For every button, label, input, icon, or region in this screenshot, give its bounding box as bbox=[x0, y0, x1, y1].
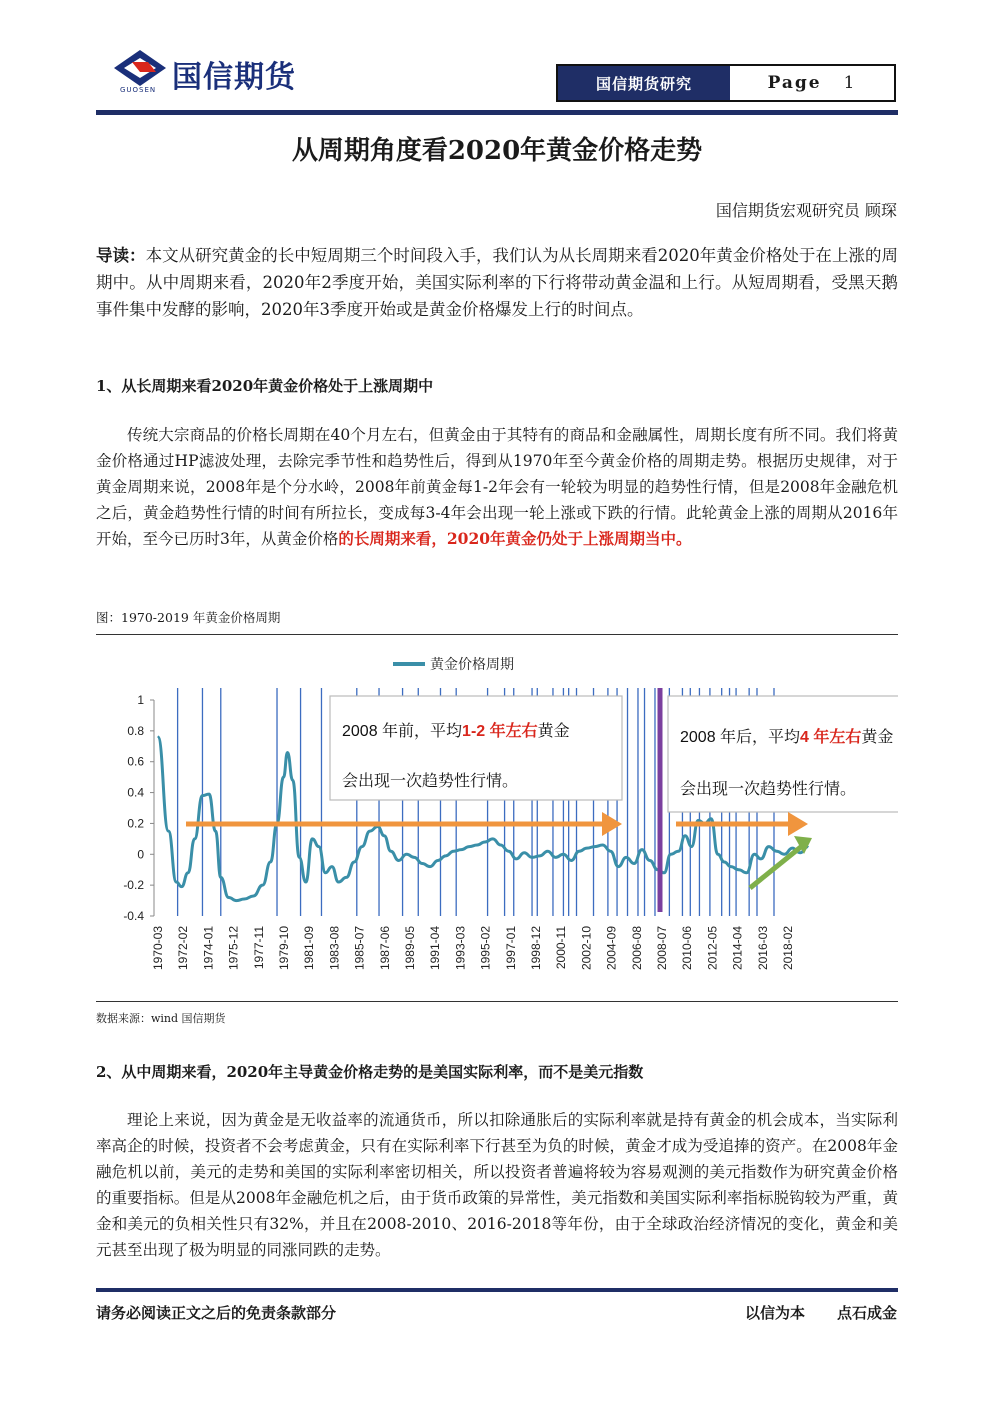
series-point bbox=[555, 857, 557, 859]
series-point bbox=[610, 850, 612, 852]
series-point bbox=[539, 855, 541, 857]
x-tick-label: 1993-03 bbox=[453, 926, 468, 971]
x-tick-label: 1977-11 bbox=[251, 926, 266, 970]
y-tick-label: 0 bbox=[137, 847, 144, 862]
series-point bbox=[484, 841, 486, 843]
series-point bbox=[738, 869, 740, 871]
annotation-after-line2: 会出现一次趋势性行情。 bbox=[680, 781, 857, 798]
series-point bbox=[437, 860, 439, 862]
series-point bbox=[244, 898, 246, 900]
annotation-before-line2: 会出现一次趋势性行情。 bbox=[342, 773, 519, 790]
series-point bbox=[331, 866, 333, 868]
series-point bbox=[717, 853, 719, 855]
x-tick-label: 2018-02 bbox=[781, 926, 795, 971]
footer-rule bbox=[96, 1288, 898, 1292]
series-point bbox=[220, 877, 222, 879]
legend-label: 黄金价格周期 bbox=[430, 656, 514, 672]
series-point bbox=[602, 844, 604, 846]
series-point bbox=[461, 849, 463, 851]
y-tick-label: -0.4 bbox=[123, 909, 144, 923]
series-point bbox=[633, 863, 635, 865]
series-point bbox=[500, 844, 502, 846]
section1-highlight: 的长周期来看，2020年黄金仍处于上涨周期当中。 bbox=[338, 529, 692, 548]
x-tick-label: 1975-12 bbox=[226, 926, 241, 971]
figure-top-rule bbox=[96, 634, 898, 635]
annotation-before-line1: 2008 年前，平均1-2 年左右黄金 bbox=[342, 723, 570, 740]
series-point bbox=[730, 866, 732, 868]
series-point bbox=[398, 860, 400, 862]
series-point bbox=[754, 853, 756, 855]
x-tick-label: 1983-08 bbox=[327, 926, 342, 971]
series-point bbox=[663, 872, 665, 874]
series-point bbox=[157, 736, 159, 738]
series-point bbox=[586, 847, 588, 849]
figure-source: 数据来源：wind 国信期货 bbox=[96, 1012, 226, 1025]
series-point bbox=[547, 850, 549, 852]
x-tick-label: 1985-07 bbox=[352, 926, 367, 971]
figure-bottom-rule bbox=[96, 1001, 898, 1002]
series-point bbox=[353, 861, 355, 863]
section1-body bbox=[96, 422, 898, 552]
section2-body: 理论上来说，因为黄金是无收益率的流通货币，所以扣除通胀后的实际利率就是持有黄金的机会成本，当实际利率高企的时候，投资者不会考虑黄金，只有在实际利率下行甚至为负的时候，黄金才成为受追捧的资产。在2008年金融危机以前，美元的走势和美国的实际利率密切相关，所以投资者普遍将较为容易观测的美元指数作为研究黄金价格的重要指标。但是从2008年金融危机之后，由于货币政策的异常性，美元指数和美国实际利率指标脱钩较为严重，黄金和美元的负相关性只有32%，并且在2008-2010、2016-2018等年份，由于全球政治经济情况的变化，黄金和美元甚至出现了极为明显的同涨同跌的走势。 bbox=[96, 1111, 898, 1259]
series-point bbox=[325, 872, 327, 874]
x-tick-label: 1991-04 bbox=[428, 926, 443, 971]
motto-b: 点石成金 bbox=[836, 1304, 897, 1322]
series-point bbox=[270, 861, 272, 863]
series-point bbox=[670, 853, 672, 855]
x-tick-label: 2014-04 bbox=[730, 926, 745, 971]
series-point bbox=[784, 853, 786, 855]
series-point bbox=[338, 881, 340, 883]
series-point bbox=[176, 881, 178, 883]
series-point bbox=[312, 838, 314, 840]
series-point bbox=[594, 846, 596, 848]
series-point bbox=[414, 857, 416, 859]
series-point bbox=[516, 858, 518, 860]
intro-lead: 导读： bbox=[96, 246, 146, 265]
x-tick-label: 1989-05 bbox=[403, 926, 417, 971]
chart-legend bbox=[393, 656, 514, 672]
series-point bbox=[253, 895, 255, 897]
series-point bbox=[641, 849, 643, 851]
series-point bbox=[346, 877, 348, 879]
x-tick-label: 1998-12 bbox=[529, 926, 543, 971]
series-point bbox=[684, 835, 686, 837]
x-tick-label: 1995-02 bbox=[478, 926, 493, 971]
author-line: 国信期货宏观研究员 顾琛 bbox=[715, 201, 897, 220]
series-point bbox=[468, 846, 470, 848]
page-indicator bbox=[730, 66, 894, 100]
series-point bbox=[578, 850, 580, 852]
header-box bbox=[556, 64, 896, 102]
series-point bbox=[625, 857, 627, 859]
section1-heading: 1、从长周期来看2020年黄金价格处于上涨周期中 bbox=[96, 377, 434, 395]
series-point bbox=[678, 850, 680, 852]
series-point bbox=[369, 830, 371, 832]
x-tick-label: 2006-08 bbox=[629, 926, 644, 971]
series-point bbox=[618, 866, 620, 868]
x-tick-label: 1974-01 bbox=[201, 926, 216, 971]
x-tick-label: 1979-10 bbox=[277, 926, 291, 971]
series-point bbox=[421, 863, 423, 865]
header-rule bbox=[96, 110, 898, 115]
series-point bbox=[262, 884, 264, 886]
series-point bbox=[697, 820, 699, 822]
trend-arrow-green bbox=[750, 836, 812, 888]
x-tick-label: 2010-06 bbox=[680, 926, 695, 971]
series-point bbox=[202, 795, 204, 797]
y-tick-label: 0.6 bbox=[127, 754, 144, 769]
series-point bbox=[768, 846, 770, 848]
series-point bbox=[649, 860, 651, 862]
series-point bbox=[760, 858, 762, 860]
intro-paragraph bbox=[96, 242, 898, 323]
series-point bbox=[298, 857, 300, 859]
series-point bbox=[390, 850, 392, 852]
x-tick-label: 2000-11 bbox=[554, 926, 569, 970]
series-point bbox=[476, 844, 478, 846]
series-point bbox=[570, 860, 572, 862]
series-point bbox=[531, 857, 533, 859]
motto-a: 以信为本 bbox=[744, 1304, 805, 1322]
series-point bbox=[406, 853, 408, 855]
y-tick-label: 0.8 bbox=[127, 723, 144, 738]
series-point bbox=[361, 846, 363, 848]
y-tick-label: 0.4 bbox=[127, 785, 144, 800]
annotation-after-2008 bbox=[668, 696, 898, 812]
y-tick-label: 1 bbox=[137, 693, 144, 707]
x-tick-label: 1987-06 bbox=[377, 926, 392, 971]
series-point bbox=[723, 861, 725, 863]
annotation-after-line1: 2008 年后，平均4 年左右黄金 bbox=[680, 729, 894, 746]
series-point bbox=[228, 897, 230, 899]
series-point bbox=[508, 850, 510, 852]
x-tick-label: 2012-05 bbox=[705, 926, 720, 971]
logo-text: 国信期货 bbox=[172, 60, 296, 95]
series-point bbox=[168, 830, 170, 832]
series-point bbox=[194, 838, 196, 840]
series-point bbox=[215, 830, 217, 832]
series-point bbox=[181, 886, 183, 888]
x-tick-label: 2016-03 bbox=[755, 926, 770, 971]
series-point bbox=[746, 872, 748, 874]
research-label: 国信期货研究 bbox=[558, 66, 730, 100]
series-point bbox=[429, 866, 431, 868]
series-point bbox=[283, 776, 285, 778]
series-point bbox=[292, 779, 294, 781]
series-point bbox=[453, 850, 455, 852]
series-point bbox=[691, 846, 693, 848]
series-point bbox=[383, 835, 385, 837]
x-tick-label: 2008-07 bbox=[655, 926, 669, 971]
series-point bbox=[318, 846, 320, 848]
page-label: Page bbox=[767, 73, 822, 93]
series-point bbox=[792, 847, 794, 849]
series-point bbox=[492, 838, 494, 840]
series-point bbox=[523, 852, 525, 854]
x-tick-label: 1997-01 bbox=[503, 926, 518, 971]
series-point bbox=[305, 881, 307, 883]
x-tick-label: 2002-10 bbox=[579, 926, 594, 971]
series-point bbox=[776, 850, 778, 852]
footer-motto bbox=[745, 1302, 897, 1323]
x-tick-label: 1970-03 bbox=[151, 926, 165, 971]
series-point bbox=[799, 852, 801, 854]
y-axis bbox=[123, 693, 154, 923]
series-point bbox=[287, 752, 289, 754]
y-tick-label: 0.2 bbox=[127, 816, 144, 831]
document-title: 从周期角度看2020年黄金价格走势 bbox=[291, 136, 703, 166]
intro-text: 本文从研究黄金的长中短周期三个时间段入手，我们认为从长周期来看2020年黄金价格处于在上涨的周期中。从中周期来看，2020年2季度开始，美国实际利率的下行将带动黄金温和上行。从短周期看，受黑天鹅事件集中发酵的影响，2020年3季度开始或是黄金价格爆发上行的时间点。 bbox=[96, 246, 899, 319]
series-point bbox=[563, 853, 565, 855]
series-point bbox=[187, 872, 189, 874]
section1-text: 传统大宗商品的价格长周期在40个月左右，但黄金由于其特有的商品和金融属性，周期长度有所不同。我们将黄金价格通过HP滤波处理，去除完季节性和趋势性后，得到从1970年至今黄金价格的周期走势。根据历史规律，对于黄金周期来说，2008年是个分水岭，2008年前黄金每1-2年会有一轮较为明显的趋势性行情，但是2008年金融危机之后，黄金趋势性行情的时间有所拉长，变成每3-4年会出现一轮上涨或下跌的行情。此轮黄金上涨的周期从2016年开始，至今已历时3年，从黄金价格 bbox=[96, 426, 898, 548]
gold-cycle-chart bbox=[96, 640, 898, 998]
series-point bbox=[208, 793, 210, 795]
x-axis bbox=[151, 926, 795, 970]
section2-heading: 2、从中周期来看，2020年主导黄金价格走势的是美国实际利率，而不是美元指数 bbox=[96, 1063, 644, 1081]
series-point bbox=[710, 818, 712, 820]
trend-arrow-orange-1 bbox=[186, 812, 622, 836]
y-tick-label: -0.2 bbox=[123, 878, 144, 893]
annotation-before-2008 bbox=[330, 696, 622, 800]
logo-subtext: GUOSEN bbox=[120, 86, 157, 94]
figure-caption: 图：1970-2019 年黄金价格周期 bbox=[96, 610, 281, 625]
series-point bbox=[236, 900, 238, 902]
x-tick-label: 1981-09 bbox=[302, 926, 317, 971]
footer-disclaimer: 请务必阅读正文之后的免责条款部分 bbox=[96, 1304, 337, 1322]
page-number: 1 bbox=[843, 73, 857, 93]
x-tick-label: 1972-02 bbox=[176, 926, 191, 971]
series-point bbox=[445, 855, 447, 857]
x-tick-label: 2004-09 bbox=[604, 926, 619, 971]
